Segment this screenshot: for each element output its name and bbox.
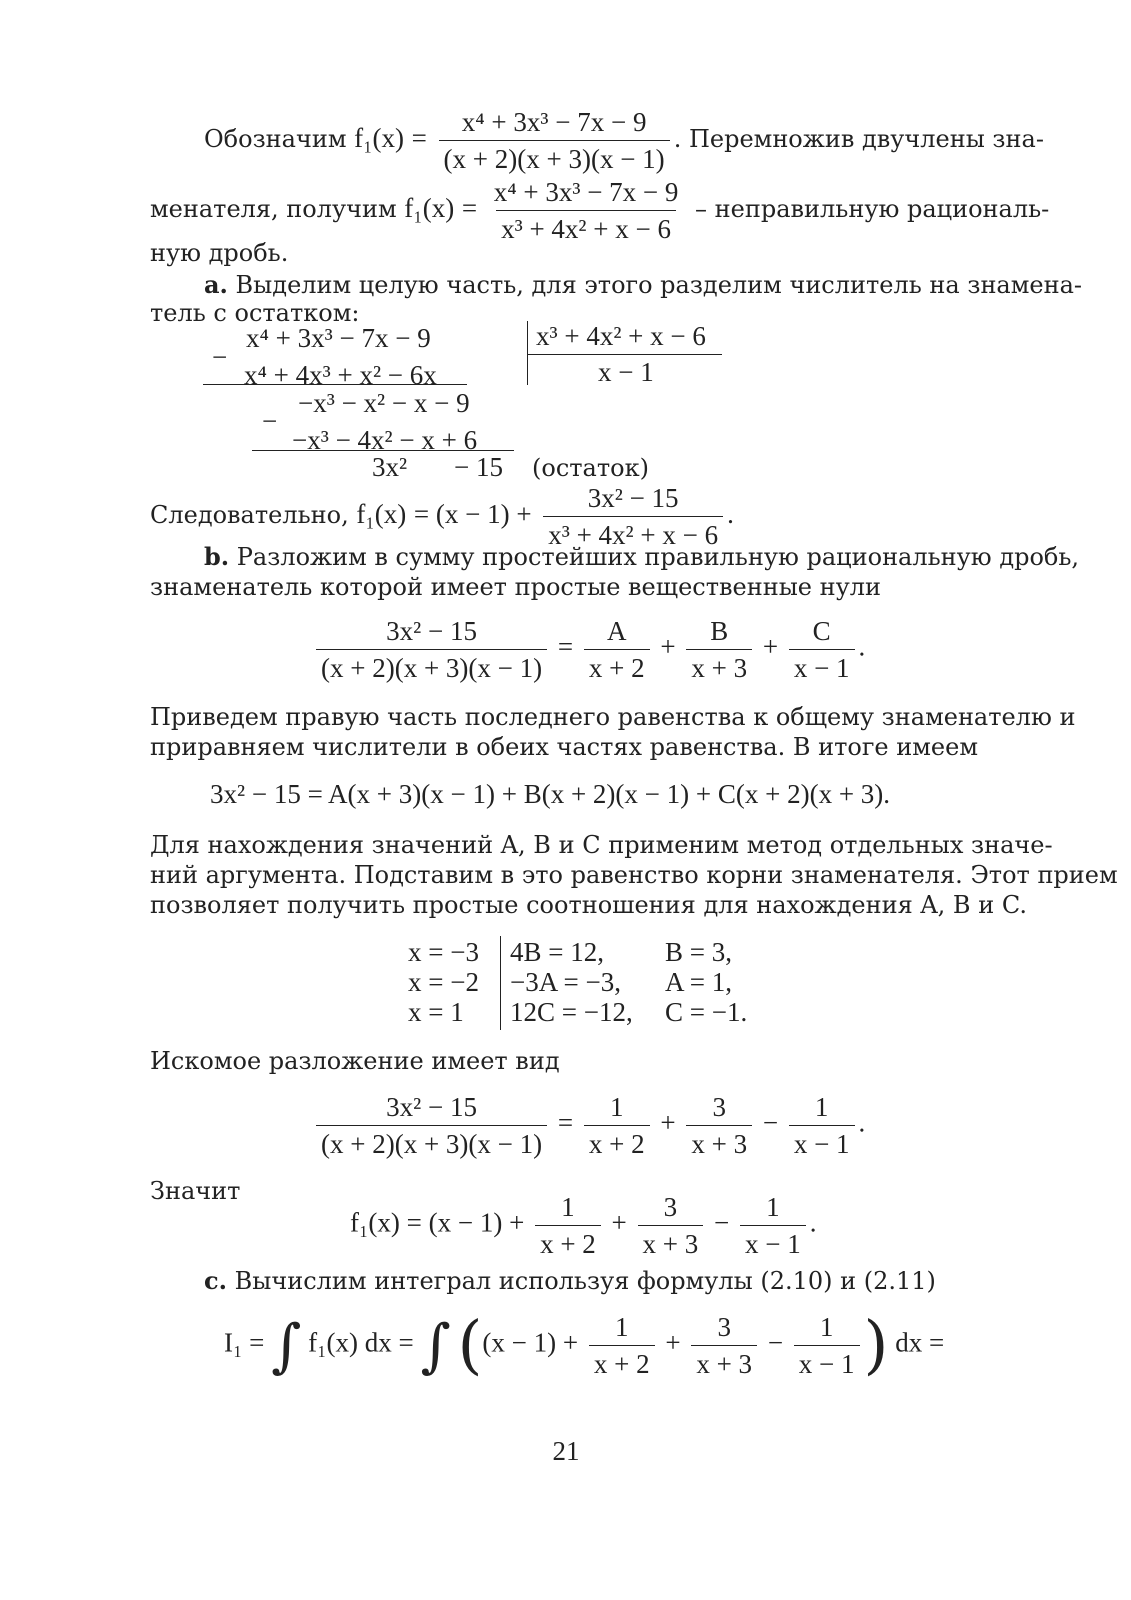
plus-sign: + [665, 1327, 681, 1358]
equals-sign: = [461, 193, 478, 223]
fraction [794, 1312, 860, 1379]
consequence-rhs: = (x − 1) + [413, 499, 532, 529]
denominator: x + 2 [535, 1225, 601, 1259]
minus-sign: − [714, 1207, 730, 1238]
numerator: 1 [609, 1092, 624, 1122]
integral-sign-icon: ∫ [271, 1311, 302, 1380]
root-value: x = −3 [408, 937, 479, 967]
divisor-rule [528, 354, 722, 355]
part-b-label: b. [204, 542, 230, 571]
numerator: 3 [717, 1312, 731, 1342]
divisor: x³ + 4x² + x − 6 [536, 321, 706, 351]
numerator: 3 [712, 1092, 726, 1122]
remainder-1: −x³ − x² − x − 9 [298, 388, 470, 418]
fraction [489, 177, 684, 244]
equals-sign: = [557, 1107, 574, 1138]
fraction [543, 483, 723, 550]
intro-tail: . Перемножив двучлены зна- [673, 125, 1044, 153]
f1-equation [350, 1192, 816, 1259]
numerator: 1 [766, 1192, 780, 1222]
equals-sign: = [557, 631, 574, 662]
part-a-text-2: тель с остатком: [150, 299, 360, 327]
numerator: 3x² − 15 [587, 483, 679, 513]
numerator: 3 [663, 1192, 678, 1222]
fraction [789, 1092, 855, 1159]
numerator: B [710, 616, 729, 646]
denominator: x³ + 4x² + x − 6 [496, 210, 676, 244]
page-number: 21 [552, 1436, 580, 1466]
remainder-note: (остаток) [532, 454, 649, 482]
denominator: x + 3 [638, 1225, 704, 1259]
period: . [858, 631, 866, 662]
part-a-text: Выделим целую часть, для этого разделим числитель на знамена- [235, 271, 1083, 299]
fraction [316, 616, 547, 683]
numerator: C [812, 616, 831, 646]
function-name: f₁(x) [354, 123, 405, 153]
coefficient-result: A = 1, [665, 967, 732, 997]
numerator: x⁴ + 3x³ − 7x − 9 [461, 107, 647, 137]
integrand: f₁(x) dx = [308, 1327, 414, 1358]
paragraph-line: Для нахождения значений A, B и C применим метод отдельных значе- [150, 831, 1053, 859]
intro-tail: – неправильную рациональ- [695, 195, 1050, 223]
denominator: x − 1 [789, 649, 855, 683]
subtrahend-1: x⁴ + 4x³ + x² − 6x [244, 360, 437, 390]
fraction [686, 1092, 752, 1159]
denominator: x − 1 [789, 1125, 855, 1159]
paragraph-line: Искомое разложение имеет вид [150, 1047, 560, 1075]
fraction [584, 616, 650, 683]
minus-sign: − [262, 406, 278, 436]
part-c-label: c. [204, 1266, 227, 1295]
division-rule-2 [252, 450, 514, 451]
substitution-equation: 12C = −12, [510, 997, 633, 1027]
denominator: x + 2 [589, 1345, 655, 1379]
intro-text: Обозначим [204, 125, 347, 153]
denominator: x + 3 [686, 1125, 752, 1159]
part-a-line-1 [204, 270, 1082, 300]
denominator: x + 3 [691, 1345, 757, 1379]
integral-sign-icon: ∫ [420, 1311, 451, 1380]
intro-text: менателя, получим [150, 195, 397, 223]
part-b-text: Разложим в сумму простейших правильную рациональную дробь, [236, 543, 1080, 571]
division-rule-1 [203, 384, 467, 385]
integral-lhs: I₁ = [224, 1327, 265, 1358]
subtrahend-2: −x³ − 4x² − x + 6 [292, 425, 478, 455]
intro-line-1 [204, 107, 1044, 174]
quotient: x − 1 [598, 357, 654, 387]
denominator: x + 3 [686, 649, 752, 683]
system-bar [500, 936, 501, 1030]
coefficient-result: C = −1. [665, 997, 748, 1027]
remainder-term: 3x² [372, 452, 408, 482]
denominator: x + 2 [584, 1125, 650, 1159]
numerator: 1 [561, 1192, 575, 1222]
integral-tail: dx = [895, 1327, 945, 1358]
result-equation [312, 1092, 865, 1159]
denominator: x − 1 [794, 1345, 860, 1379]
root-value: x = 1 [408, 997, 464, 1027]
paragraph-line: ний аргумента. Подставим в это равенство корни знаменателя. Этот прием [150, 861, 1118, 889]
numerator: A [606, 616, 627, 646]
decomposition-equation [312, 616, 865, 683]
fraction [691, 1312, 757, 1379]
plus-sign: + [660, 631, 676, 662]
numerator: 3x² − 15 [386, 1092, 477, 1122]
fraction [316, 1092, 547, 1159]
f1-lhs: f₁(x) = (x − 1) + [350, 1207, 525, 1238]
coefficient-result: B = 3, [665, 937, 732, 967]
minus-sign: − [767, 1327, 784, 1358]
remainder-term: − 15 [454, 452, 503, 482]
intro-line-2 [150, 177, 1049, 244]
part-b-text-2: знаменатель которой имеет простые вещественные нули [150, 573, 881, 601]
divisor-bar [527, 321, 528, 385]
part-c-text: Вычислим интеграл используя формулы (2.10) и (2.11) [234, 1267, 936, 1295]
numerator: 1 [614, 1312, 629, 1342]
denominator: (x + 2)(x + 3)(x − 1) [439, 140, 670, 174]
numerator: x⁴ + 3x³ − 7x − 9 [493, 177, 679, 207]
consequence-text: Следовательно, [150, 501, 349, 529]
denominator: x + 2 [584, 649, 650, 683]
fraction [638, 1192, 704, 1259]
minus-sign: − [212, 342, 228, 372]
part-c-line [204, 1266, 936, 1296]
plus-sign: + [611, 1207, 627, 1238]
paragraph-line: Приведем правую часть последнего равенства к общему знаменателю и [150, 703, 1076, 731]
numerator: 1 [814, 1092, 829, 1122]
plus-sign: + [762, 631, 779, 662]
fraction [584, 1092, 650, 1159]
part-a-label: a. [204, 270, 228, 299]
intro-continuation: ную дробь. [150, 239, 289, 267]
substitution-equation: 4B = 12, [510, 937, 604, 967]
paragraph-line: позволяет получить простые соотношения для нахождения A, B и C. [150, 891, 1027, 919]
paragraph-line: Значит [150, 1177, 241, 1205]
denominator: (x + 2)(x + 3)(x − 1) [316, 1125, 547, 1159]
denominator: x³ + 4x² + x − 6 [543, 516, 723, 550]
close-paren: ) [863, 1308, 889, 1383]
fraction [686, 616, 752, 683]
equals-sign: = [411, 123, 427, 153]
denominator: x − 1 [740, 1225, 806, 1259]
denominator: (x + 2)(x + 3)(x − 1) [316, 649, 547, 683]
numerator: 3x² − 15 [386, 616, 477, 646]
function-name: f₁(x) [404, 193, 455, 223]
substitution-equation: −3A = −3, [510, 967, 621, 997]
consequence-line [150, 483, 734, 550]
period: . [858, 1107, 866, 1138]
fraction [740, 1192, 806, 1259]
plus-sign: + [660, 1107, 676, 1138]
period: . [809, 1207, 817, 1238]
paragraph-line: приравняем числители в обеих частях равенства. В итоге имеем [150, 733, 978, 761]
part-b-line-1 [204, 542, 1079, 572]
fraction [535, 1192, 601, 1259]
identity-equation: 3x² − 15 = A(x + 3)(x − 1) + B(x + 2)(x − 1) + C(x + 2)(x + 3). [210, 779, 891, 809]
minus-sign: − [762, 1107, 779, 1138]
open-paren: ( [457, 1308, 483, 1383]
fraction [789, 616, 855, 683]
numerator: 1 [819, 1312, 834, 1342]
dividend: x⁴ + 3x³ − 7x − 9 [246, 323, 431, 353]
function-name: f₁(x) [356, 499, 407, 529]
integral-equation [224, 1308, 945, 1383]
integrand-term: (x − 1) + [482, 1327, 579, 1358]
root-value: x = −2 [408, 967, 479, 997]
period: . [727, 499, 734, 529]
fraction [589, 1312, 655, 1379]
fraction [439, 107, 670, 174]
